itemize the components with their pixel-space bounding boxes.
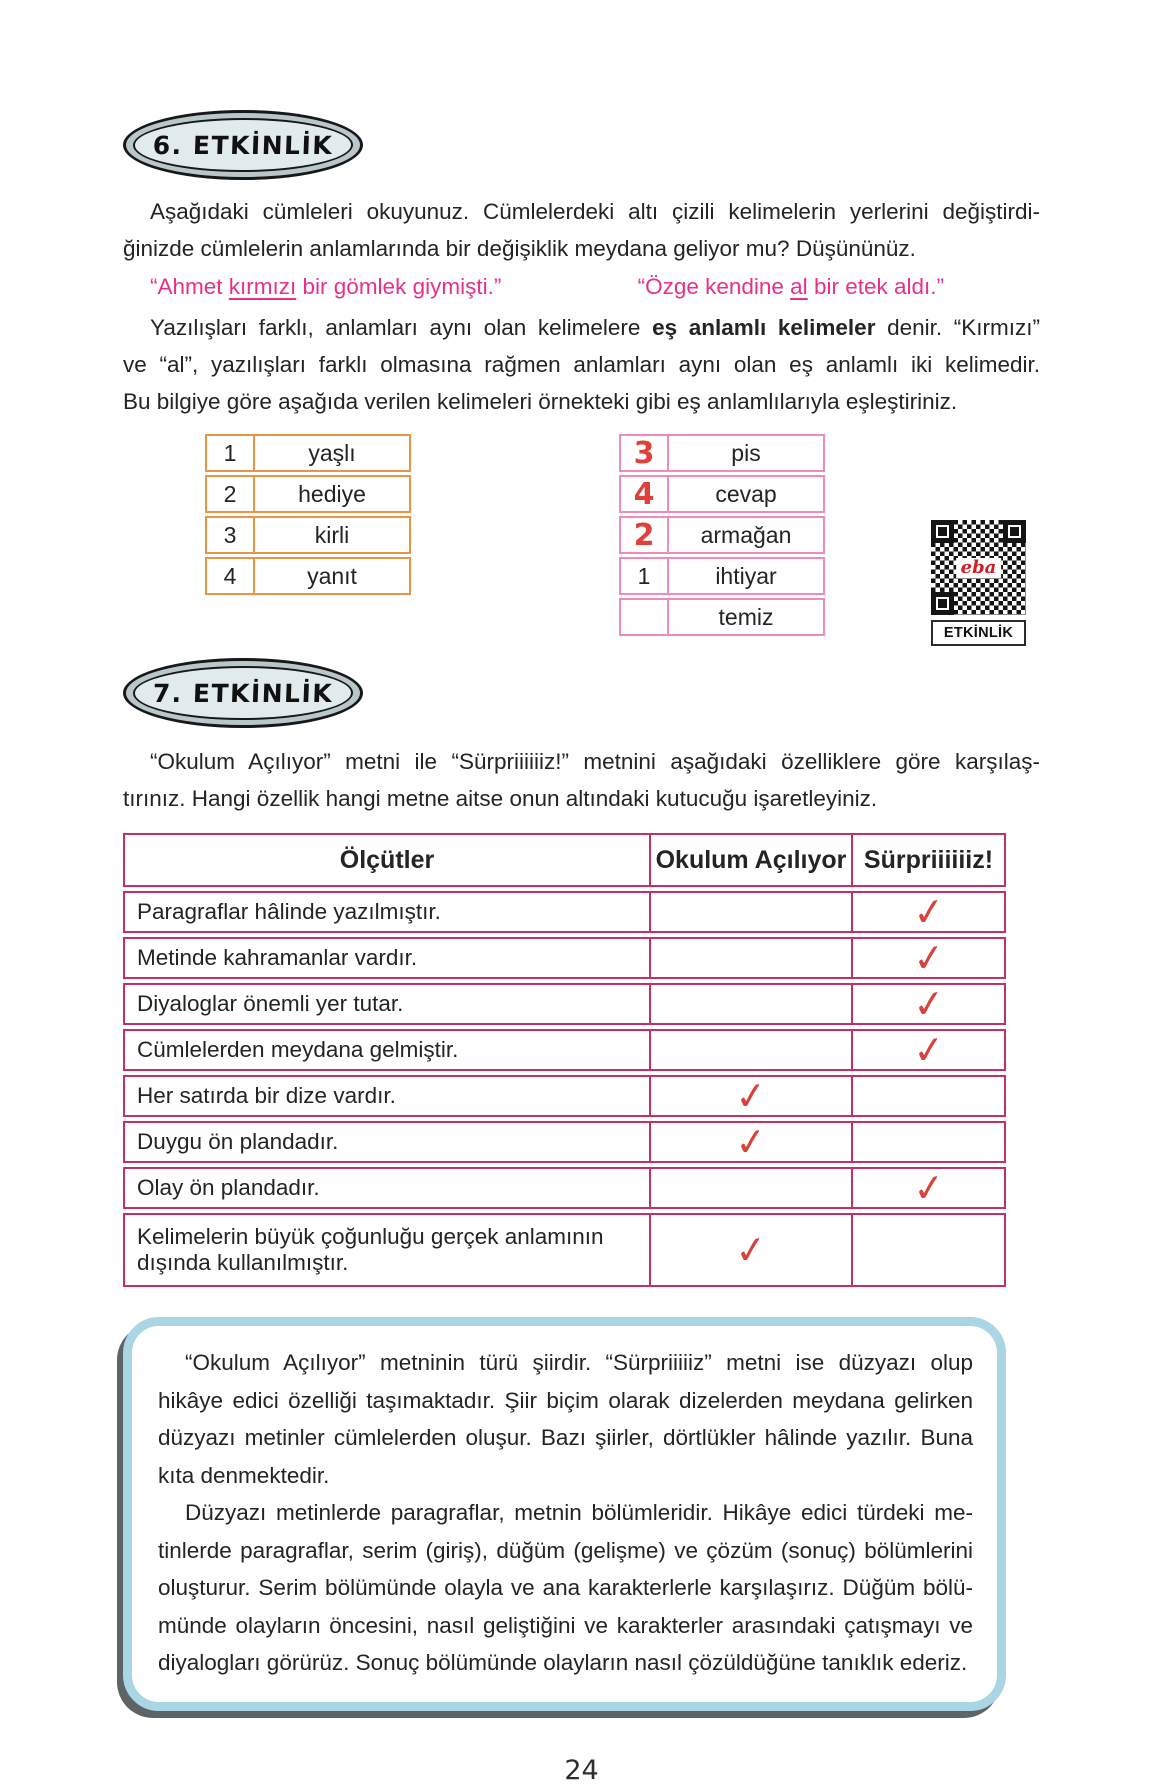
term-es-anlamli: eş anlamlı kelimeler xyxy=(652,315,876,340)
body-line-1-pre: Yazılışları farklı, anlamları aynı olan kelimelere xyxy=(150,315,653,340)
checkmark-icon: ✓ xyxy=(732,1226,770,1274)
intro-line: Aşağıdaki cümleleri okuyunuz. Cümlelerdeki altı çizili kelimelerin yerlerini değiştirdi- xyxy=(150,199,1040,224)
activity-7-badge xyxy=(123,658,363,728)
row-word: hediye xyxy=(298,480,366,507)
criterion-cell: Her satırda bir dize vardır. xyxy=(137,1083,396,1108)
okulum-check-cell[interactable] xyxy=(649,1215,851,1285)
eba-qr-block xyxy=(931,520,1027,646)
info-line: hikâye edici özelliği taşımaktadır. Şiir biçim olarak dizelerden meydana gelirken xyxy=(158,1387,973,1413)
info-line: kıta denmektedir. xyxy=(158,1462,330,1488)
surpriz-check-cell[interactable] xyxy=(851,1215,1004,1285)
table-row xyxy=(619,434,825,472)
table-row xyxy=(123,1072,1006,1120)
okulum-check-cell[interactable] xyxy=(649,985,851,1023)
criterion-cell: Duygu ön plandadır. xyxy=(137,1129,339,1154)
table-row xyxy=(123,888,1006,936)
surpriz-check-cell[interactable] xyxy=(851,1164,1004,1212)
surpriz-check-cell[interactable] xyxy=(851,934,1004,982)
surpriz-check-cell[interactable] xyxy=(851,1123,1004,1161)
header-okulum-aciliyor: Okulum Açılıyor xyxy=(649,835,851,885)
okulum-check-cell[interactable] xyxy=(649,1031,851,1069)
okulum-check-cell[interactable] xyxy=(649,939,851,977)
info-line: “Okulum Açılıyor” metninin türü şiirdir. “Sürpriiiiiz” metni ise düzyazı olup xyxy=(185,1350,973,1375)
example-1-post: bir gömlek giymişti.” xyxy=(296,274,502,299)
answer-number-cell[interactable]: 4 xyxy=(621,477,669,511)
row-number: 2 xyxy=(207,477,255,511)
table-row xyxy=(205,516,411,554)
info-line: tinlerde paragraflar, serim (giriş), düğüm (gelişme) ve çözüm (sonuç) bölümlerini xyxy=(158,1537,973,1563)
checkmark-icon: ✓ xyxy=(910,888,947,936)
table-row xyxy=(619,516,825,554)
qr-code xyxy=(931,520,1026,615)
example-sentence-1 xyxy=(150,274,501,300)
intro-line: ğinizde cümlelerin anlamlarında bir değişiklik meydana geliyor mu? Düşününüz. xyxy=(123,236,916,261)
example-sentence-2 xyxy=(638,274,944,300)
table-row xyxy=(619,598,825,636)
answer-number-cell[interactable]: 3 xyxy=(621,436,669,470)
info-line: düzyazı metinler cümlelerden oluşur. Bazı şiirler, dörtlükler hâlinde yazılır. Buna xyxy=(158,1425,973,1450)
checkmark-icon: ✓ xyxy=(910,934,947,982)
okulum-check-cell[interactable] xyxy=(649,893,851,931)
criterion-cell: Paragraflar hâlinde yazılmıştır. xyxy=(137,899,441,924)
surpriz-check-cell[interactable] xyxy=(851,1026,1004,1074)
table-row xyxy=(123,934,1006,982)
checkmark-icon: ✓ xyxy=(910,980,947,1028)
activity-7-badge-label: 7. ETKİNLİK xyxy=(132,666,354,720)
example-1-underlined-word: kırmızı xyxy=(228,274,297,299)
row-word: cevap xyxy=(715,480,777,507)
word-table-right xyxy=(619,434,825,639)
checkmark-icon: ✓ xyxy=(910,1164,947,1212)
example-2-post: bir etek aldı.” xyxy=(807,274,944,299)
table-row xyxy=(123,980,1006,1028)
table-row xyxy=(123,1118,1006,1166)
table-row xyxy=(205,557,411,595)
row-word: yaşlı xyxy=(308,439,356,466)
table-row xyxy=(123,1026,1006,1074)
eba-logo: eba xyxy=(956,558,1002,578)
example-2-pre: “Özge kendine xyxy=(637,274,791,299)
intro-line: tırınız. Hangi özellik hangi metne aitse onun altındaki kutucuğu işaretleyiniz. xyxy=(123,786,878,811)
row-number: 1 xyxy=(207,436,255,470)
table-row xyxy=(123,1213,1006,1287)
table-row xyxy=(619,557,825,595)
header-surpriz: Sürpriiiiiiz! xyxy=(851,835,1004,885)
row-word: armağan xyxy=(700,521,792,548)
answer-number-cell[interactable] xyxy=(621,600,669,634)
criterion-cell: Kelimelerin büyük çoğunluğu gerçek anlamının dışında kullanılmıştır. xyxy=(137,1224,604,1275)
qr-finder-icon xyxy=(931,520,954,543)
qr-caption: ETKİNLİK xyxy=(931,620,1026,646)
row-word: pis xyxy=(731,439,761,466)
criterion-cell: Olay ön plandadır. xyxy=(137,1175,320,1200)
page-number: 24 xyxy=(564,1754,599,1786)
row-number: 4 xyxy=(207,559,255,593)
body-line: ve “al”, yazılışları farklı olmasına rağmen anlamları aynı olan eş anlamlı iki kelimedir. xyxy=(123,352,1040,377)
table-row xyxy=(205,475,411,513)
info-line: diyalogları görürüz. Sonuç bölümünde olayların nasıl çözüldüğüne tanıklık ederiz. xyxy=(158,1650,968,1675)
okulum-check-cell[interactable] xyxy=(649,1118,851,1166)
row-word: temiz xyxy=(718,603,774,630)
answer-number-cell[interactable]: 2 xyxy=(621,518,669,552)
example-sentences xyxy=(150,274,1040,300)
activity-6-badge xyxy=(123,110,363,180)
row-word: ihtiyar xyxy=(715,562,777,589)
checkmark-icon: ✓ xyxy=(732,1072,770,1120)
criterion-cell: Metinde kahramanlar vardır. xyxy=(137,945,418,970)
info-line: oluşturur. Serim bölümünde olayla ve ana karakterlerle karşılaşırız. Düğüm bölü- xyxy=(158,1575,973,1600)
row-word: kirli xyxy=(314,521,350,548)
surpriz-check-cell[interactable] xyxy=(851,888,1004,936)
checkmark-icon: ✓ xyxy=(732,1118,770,1166)
criterion-cell: Diyaloglar önemli yer tutar. xyxy=(137,991,404,1016)
activity-6-intro xyxy=(123,193,1040,267)
word-table-left xyxy=(205,434,411,598)
intro-line: “Okulum Açılıyor” metni ile “Sürpriiiiiiz!” metnini aşağıdaki özelliklere göre karşılaş- xyxy=(150,749,1040,774)
okulum-check-cell[interactable] xyxy=(649,1169,851,1207)
row-word: yanıt xyxy=(307,562,357,589)
table-row xyxy=(123,1164,1006,1212)
example-1-pre: “Ahmet xyxy=(150,274,229,299)
qr-finder-icon xyxy=(931,592,954,615)
table-row xyxy=(619,475,825,513)
example-number-cell: 1 xyxy=(621,559,669,593)
table-row xyxy=(205,434,411,472)
answer-info-box xyxy=(123,1317,1006,1711)
activity-6-badge-label: 6. ETKİNLİK xyxy=(132,118,354,172)
okulum-check-cell[interactable] xyxy=(649,1072,851,1120)
info-line: Düzyazı metinlerde paragraflar, metnin bölümleridir. Hikâye edici türdeki me- xyxy=(185,1500,973,1525)
table-header-row xyxy=(123,833,1006,887)
checkmark-icon: ✓ xyxy=(910,1026,947,1074)
qr-finder-icon xyxy=(1003,520,1026,543)
activity-6-body xyxy=(123,309,1040,420)
example-2-underlined-word: al xyxy=(790,274,808,299)
header-olcutler: Ölçütler xyxy=(339,845,435,874)
criterion-cell: Cümlelerden meydana gelmiştir. xyxy=(137,1037,459,1062)
surpriz-check-cell[interactable] xyxy=(851,980,1004,1028)
matching-exercise xyxy=(205,434,1040,646)
info-line: münde olayların öncesini, nasıl geliştiğini ve karakterler arasındaki çatışmayı ve xyxy=(158,1612,973,1638)
row-number: 3 xyxy=(207,518,255,552)
comparison-table xyxy=(123,833,1006,1287)
body-line xyxy=(123,309,1040,346)
activity-7-intro xyxy=(123,743,1040,817)
body-line: Bu bilgiye göre aşağıda verilen kelimeleri örnekteki gibi eş anlamlılarıyla eşleştiriniz. xyxy=(123,389,958,414)
surpriz-check-cell[interactable] xyxy=(851,1077,1004,1115)
body-line-1-post: denir. “Kırmızı” xyxy=(875,315,1041,340)
